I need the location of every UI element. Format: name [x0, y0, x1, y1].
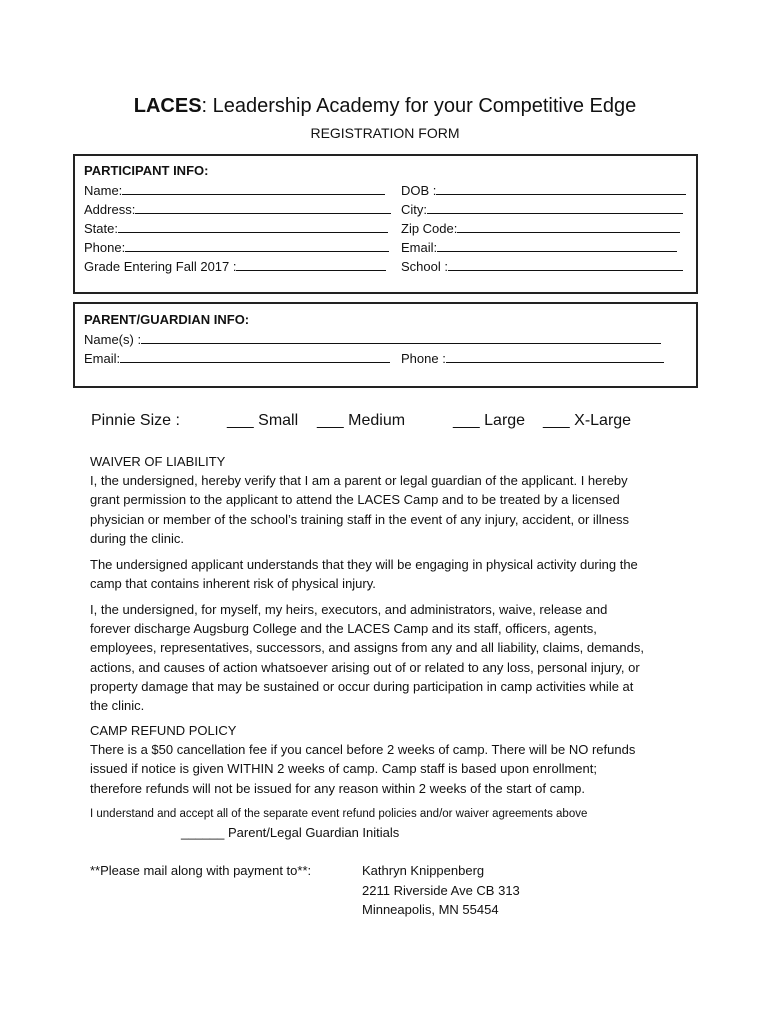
waiver-p3-line: I, the undersigned, for myself, my heirs, executors, and administrators, waive, release and — [90, 602, 608, 617]
participant-email-label: Email: — [401, 240, 438, 255]
participant-zip-field[interactable] — [457, 220, 680, 233]
guardian-heading: PARENT/GUARDIAN INFO: — [84, 312, 250, 327]
participant-address-field[interactable] — [135, 201, 391, 214]
participant-dob-field[interactable] — [436, 182, 686, 195]
guardian-email-field[interactable] — [120, 350, 390, 363]
guardian-names-label: Name(s) : — [84, 332, 142, 347]
title-text: : Leadership Academy for your Competitive Edge — [201, 95, 637, 117]
mail-street: 2211 Riverside Ave CB 313 — [362, 882, 520, 898]
guardian-email-row — [84, 350, 390, 367]
waiver-p3-line: property damage that may be sustained or occur during participation in camp activities while at — [90, 678, 634, 694]
participant-grade-field[interactable] — [236, 258, 386, 271]
pinnie-option-medium[interactable]: ___ Medium — [317, 412, 406, 429]
participant-phone-field[interactable] — [125, 239, 389, 252]
participant-school-label: School : — [401, 259, 448, 274]
participant-phone-row — [84, 239, 389, 256]
participant-address-row — [84, 201, 391, 218]
waiver-p1-line: I, the undersigned, hereby verify that I am a parent or legal guardian of the applicant. I hereby — [90, 473, 628, 489]
participant-dob-label: DOB : — [401, 183, 437, 198]
pinnie-option-small[interactable]: ___ Small — [227, 412, 299, 429]
waiver-paragraph-2 — [90, 555, 690, 593]
refund-policy-section — [90, 721, 690, 798]
waiver-p2-line: The undersigned applicant understands that they will be engaging in physical activity during the — [90, 557, 638, 572]
mail-city: Minneapolis, MN 55454 — [362, 902, 499, 917]
form-title — [0, 95, 770, 118]
guardian-names-field[interactable] — [141, 331, 661, 344]
waiver-p1-line: grant permission to the applicant to attend the LACES Camp and to be treated by a licensed — [90, 492, 620, 508]
participant-city-field[interactable] — [427, 201, 683, 214]
participant-state-label: State: — [84, 221, 118, 236]
guardian-initials-field[interactable]: ______ Parent/Legal Guardian Initials — [181, 825, 400, 840]
waiver-p2-line: camp that contains inherent risk of physical injury. — [90, 576, 376, 592]
refund-line: There is a $50 cancellation fee if you cancel before 2 weeks of camp. There will be NO refunds — [90, 742, 636, 758]
waiver-section — [90, 452, 690, 548]
refund-heading: CAMP REFUND POLICY — [90, 723, 237, 738]
waiver-p1-line: during the clinic. — [90, 530, 184, 546]
participant-phone-label: Phone: — [84, 240, 126, 255]
refund-line: therefore refunds will not be issued for any reason within 2 weeks of the start of camp. — [90, 780, 585, 796]
pinnie-size-label: Pinnie Size : — [91, 412, 180, 429]
participant-name-field[interactable] — [122, 182, 385, 195]
participant-email-field[interactable] — [437, 239, 677, 252]
participant-zip-row — [401, 220, 680, 237]
guardian-names-row — [84, 331, 661, 348]
participant-city-row — [401, 201, 683, 218]
waiver-p3-line: employees, representatives, successors, and assigns from any and all liability, claims, demands, — [90, 640, 644, 656]
pinnie-option-large[interactable]: ___ Large — [453, 412, 526, 429]
form-subtitle: REGISTRATION FORM — [310, 125, 460, 141]
waiver-p3-line: forever discharge Augsburg College and the LACES Camp and its staff, officers, agents, — [90, 621, 597, 637]
participant-zip-label: Zip Code: — [401, 221, 458, 236]
participant-school-field[interactable] — [448, 258, 683, 271]
acceptance-statement: I understand and accept all of the separate event refund policies and/or waiver agreements above — [90, 808, 588, 820]
mail-instruction: **Please mail along with payment to**: — [90, 863, 312, 878]
waiver-p3-line: actions, and causes of action whatsoever arising out of or related to any loss, personal injury, or — [90, 659, 640, 675]
waiver-p1-line: physician or member of the school’s training staff in the event of any injury, accident, or illness — [90, 511, 630, 527]
waiver-p3-line: the clinic. — [90, 698, 145, 714]
participant-name-row — [84, 182, 385, 199]
participant-grade-label: Grade Entering Fall 2017 : — [84, 259, 237, 274]
guardian-phone-field[interactable] — [446, 350, 664, 363]
guardian-phone-row — [401, 350, 664, 367]
pinnie-option-xlarge[interactable]: ___ X-Large — [543, 412, 632, 429]
participant-grade-row — [84, 258, 386, 275]
guardian-email-label: Email: — [84, 351, 121, 366]
participant-heading: PARTICIPANT INFO: — [84, 163, 209, 178]
waiver-heading: WAIVER OF LIABILITY — [90, 454, 226, 469]
mailing-address — [362, 861, 520, 920]
participant-dob-row — [401, 182, 686, 199]
title-acronym: LACES — [133, 95, 202, 117]
participant-school-row — [401, 258, 683, 275]
mail-recipient-name: Kathryn Knippenberg — [362, 863, 485, 878]
participant-email-row — [401, 239, 677, 256]
waiver-paragraph-3 — [90, 600, 690, 715]
participant-state-row — [84, 220, 388, 237]
participant-state-field[interactable] — [118, 220, 388, 233]
refund-line: issued if notice is given WITHIN 2 weeks of camp. Camp staff is based upon enrollment; — [90, 761, 597, 777]
guardian-phone-label: Phone : — [401, 351, 446, 366]
participant-city-label: City: — [401, 202, 427, 217]
participant-name-label: Name: — [84, 183, 123, 198]
participant-address-label: Address: — [84, 202, 136, 217]
